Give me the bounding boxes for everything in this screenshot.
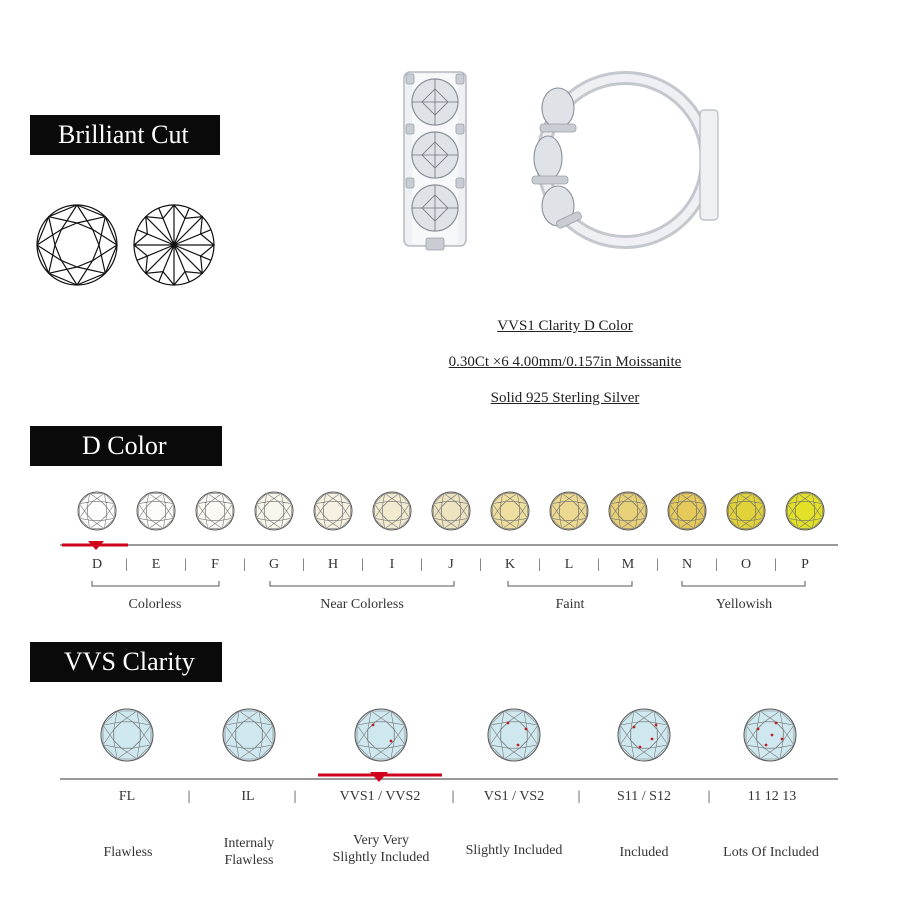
clarity-selected-marker-icon [370, 772, 388, 782]
color-grade-e: E [151, 557, 161, 572]
color-gem-g [255, 492, 293, 530]
clarity-desc-slightly: Slightly Included [465, 843, 563, 858]
inclusion-dot [765, 744, 768, 747]
clarity-gem-6 [744, 709, 796, 761]
clarity-desc-line: Flawless [224, 853, 274, 868]
color-group-brackets [92, 581, 805, 586]
inclusion-dot [639, 746, 642, 749]
color-gem-p [786, 492, 824, 530]
clarity-gem-1 [101, 709, 153, 761]
color-grade-labels [92, 557, 809, 572]
vvs-clarity-heading [30, 642, 222, 682]
color-grade-d: D [91, 557, 103, 572]
color-separator: | [597, 557, 600, 572]
color-group-near-colorless: Near Colorless [320, 597, 404, 612]
color-gem-j [432, 492, 470, 530]
clarity-separator: | [577, 789, 581, 804]
inclusion-dot [633, 726, 636, 729]
color-grade-h: H [327, 557, 339, 572]
clarity-gem-row [101, 709, 796, 761]
color-grade-p: P [801, 557, 809, 572]
color-grade-l: L [564, 557, 574, 572]
clarity-desc-flawless [78, 844, 178, 861]
color-separator: | [302, 557, 305, 572]
clarity-gem-4 [488, 709, 540, 761]
color-gem-h [314, 492, 352, 530]
color-grade-j: J [448, 557, 454, 572]
color-gem-o [727, 492, 765, 530]
color-separator: | [656, 557, 659, 572]
clarity-desc-line: Slightly Included [332, 850, 430, 865]
color-grade-m: M [621, 557, 635, 572]
color-gem-row [78, 492, 824, 530]
color-gem-f [196, 492, 234, 530]
d-color-heading-text: D Color [82, 431, 167, 460]
inclusion-dot [525, 728, 528, 731]
inclusion-dot [390, 740, 393, 743]
clarity-separator: | [451, 789, 455, 804]
color-separator: | [774, 557, 777, 572]
clarity-desc-line: Very Very [352, 833, 410, 848]
color-separator: | [184, 557, 187, 572]
clarity-desc-included: Included [619, 845, 669, 860]
inclusion-dot [757, 728, 760, 731]
clarity-separator: | [707, 789, 711, 804]
d-color-heading [30, 426, 222, 466]
earring-front-view [404, 72, 466, 250]
spec-clarity-color: VVS1 Clarity D Color [497, 318, 633, 334]
color-gem-e [137, 492, 175, 530]
clarity-gem-5 [618, 709, 670, 761]
clarity-desc-internally-flawless [194, 835, 304, 869]
inclusion-dot [507, 722, 510, 725]
color-grade-f: F [211, 557, 219, 572]
color-group-colorless: Colorless [128, 597, 182, 612]
vvs-clarity-heading-text: VVS Clarity [64, 647, 195, 676]
brilliant-cut-pavilion-icon [134, 205, 214, 285]
clarity-desc-lots: Lots Of Included [723, 845, 819, 860]
spec-material: Solid 925 Sterling Silver [490, 390, 640, 406]
clarity-grade-vvs: VVS1 / VVS2 [339, 789, 421, 804]
inclusion-dot [651, 738, 654, 741]
clarity-grade-si: S11 / S12 [617, 789, 671, 804]
color-separator: | [538, 557, 541, 572]
inclusion-dot [655, 724, 658, 727]
inclusion-dot [775, 722, 778, 725]
color-group-yellowish: Yellowish [715, 597, 773, 612]
earring-side-view [532, 78, 718, 242]
color-gem-m [609, 492, 647, 530]
inclusion-dot [517, 744, 520, 747]
color-group-faint: Faint [555, 597, 585, 612]
clarity-separator: | [293, 789, 297, 804]
color-grade-n: N [681, 557, 693, 572]
brilliant-cut-crown-icon [37, 205, 117, 285]
color-separator: | [715, 557, 718, 572]
spec-size: 0.30Ct ×6 4.00mm/0.157in Moissanite [448, 354, 682, 370]
color-separator: | [479, 557, 482, 572]
color-grade-o: O [740, 557, 752, 572]
clarity-gem-2 [223, 709, 275, 761]
color-grade-g: G [268, 557, 280, 572]
color-gem-i [373, 492, 411, 530]
clarity-gem-3 [355, 709, 407, 761]
clarity-desc-line: Flawless [103, 845, 153, 860]
color-grade-k: K [504, 557, 516, 572]
inclusion-dot [372, 724, 375, 727]
clarity-grade-fl: FL [118, 789, 136, 804]
color-separator: | [361, 557, 364, 572]
color-separator: | [243, 557, 246, 572]
color-gem-k [491, 492, 529, 530]
clarity-grade-il: IL [241, 789, 255, 804]
clarity-separator: | [187, 789, 191, 804]
inclusion-dot [781, 738, 784, 741]
clarity-desc-line: Internaly [223, 836, 275, 851]
color-gem-n [668, 492, 706, 530]
color-grade-i: I [389, 557, 395, 572]
clarity-grade-vs: VS1 / VS2 [483, 789, 545, 804]
color-separator: | [420, 557, 423, 572]
color-gem-l [550, 492, 588, 530]
clarity-desc-very-very-slightly [315, 832, 447, 866]
color-gem-d [78, 492, 116, 530]
inclusion-dot [771, 734, 774, 737]
color-separator: | [125, 557, 128, 572]
brilliant-cut-heading-text: Brilliant Cut [58, 120, 189, 149]
clarity-grade-i: 11 12 13 [747, 789, 797, 804]
